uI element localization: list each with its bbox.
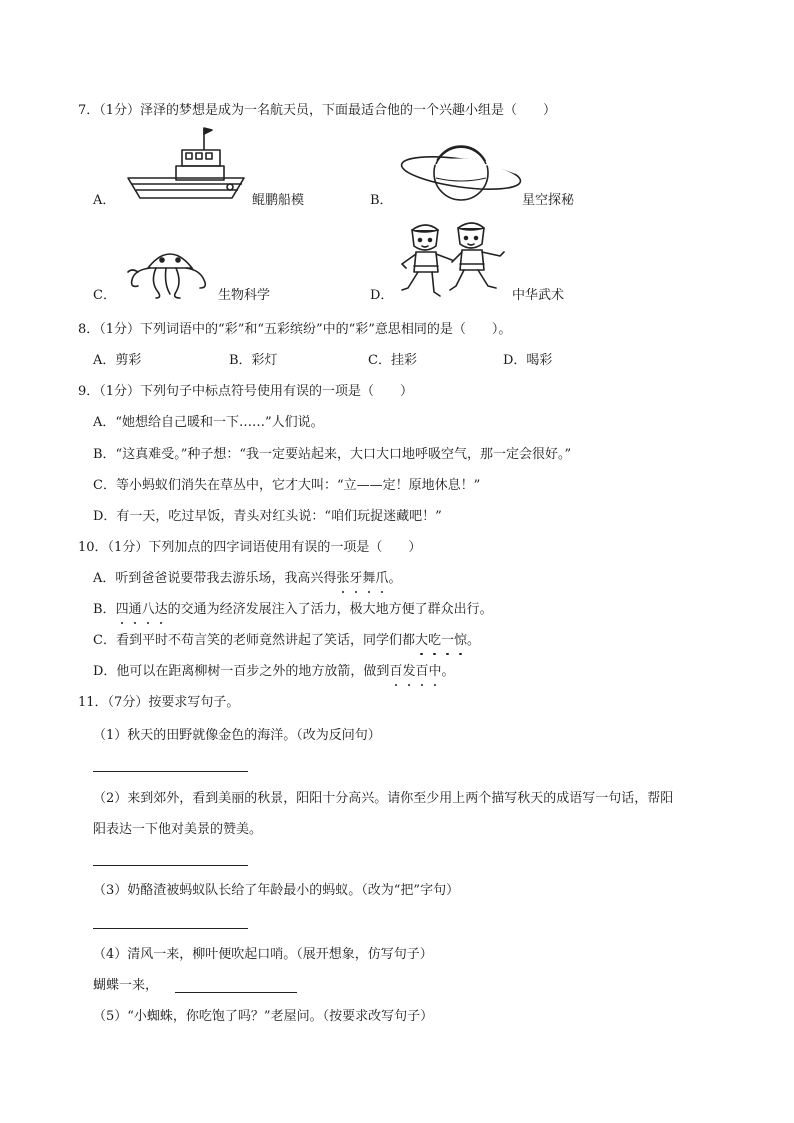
q11-item-4-prompt: 蝴蝶一来， [93, 978, 159, 993]
q10-option-d-end: 。 [441, 664, 455, 679]
q11-answer-line-1[interactable] [93, 771, 248, 772]
q8-option-a: A．剪彩 [93, 353, 142, 368]
emphasis-dot-char: 四 [115, 602, 129, 617]
q10-option-b-idiom [116, 602, 168, 617]
q9-stem: 9．（1分）下列句子中标点符号使用有误的一项是（ ） [78, 384, 414, 399]
ship-icon [124, 122, 250, 204]
q9-option-b: B．“这真难受。”种子想：“我一定要站起来，大口大口地呼吸空气，那一定会很好。” [93, 447, 572, 462]
q8-option-b: B．彩灯 [229, 353, 278, 368]
emphasis-dot-char: 八 [141, 602, 155, 617]
emphasis-dot-char: 张 [336, 571, 350, 586]
q8-option-c: C．挂彩 [368, 353, 417, 368]
q8-stem: 8．（1分）下列词语中的“彩”和“五彩缤纷”中的“彩”意思相同的是（ ）。 [78, 322, 512, 337]
q7-option-a-label: 鲲鹏船模 [252, 193, 305, 208]
q7-option-d-letter: D． [370, 288, 394, 303]
emphasis-dot-char: 百 [415, 664, 429, 679]
q7-option-a-letter: A． [93, 193, 116, 208]
q7-option-d-label: 中华武术 [512, 288, 565, 303]
q10-option-d-idiom [389, 664, 441, 679]
emphasis-dot-char: 中 [428, 664, 442, 679]
q7-option-b-label: 星空探秘 [522, 193, 575, 208]
emphasis-dot-char: 牙 [349, 571, 363, 586]
q8-option-d: D．喝彩 [503, 353, 553, 368]
emphasis-dot-char: 爪 [375, 571, 389, 586]
q10-option-b-end: 的交通为经济发展注入了活力，极大地方便了群众出行。 [167, 602, 493, 617]
q7-stem: 7．（1分）泽泽的梦想是成为一名航天员，下面最适合他的一个兴趣小组是（ ） [78, 103, 557, 118]
emphasis-dot-char: 大 [414, 633, 428, 648]
q11-answer-line-2[interactable] [93, 865, 248, 866]
q10-option-a-text: A．听到爸爸说要带我去游乐场，我高兴得 [93, 571, 337, 586]
jellyfish-icon [124, 242, 216, 302]
q11-item-2-cont: 阳表达一下他对美景的赞美。 [93, 822, 263, 837]
q10-option-a-end: 。 [388, 571, 402, 586]
q9-option-c: C．等小蚂蚁们消失在草丛中，它才大叫：“立——定！原地休息！” [93, 478, 481, 493]
q11-item-5: （5）“小蜘蛛，你吃饱了吗？”老屋问。（按要求改写句子） [93, 1009, 434, 1024]
planet-icon [398, 142, 524, 204]
emphasis-dot-char: 百 [389, 664, 403, 679]
q11-stem: 11．（7分）按要求写句子。 [78, 695, 240, 710]
q11-answer-line-3[interactable] [93, 928, 248, 929]
q10-option-c-end: 。 [467, 633, 481, 648]
q10-option-a-idiom [336, 571, 388, 586]
q10-option-a [93, 570, 401, 588]
q10-option-d [93, 663, 455, 681]
q10-option-b-text: B． [93, 602, 116, 617]
q11-answer-line-4[interactable] [175, 992, 297, 993]
q10-option-c [93, 632, 480, 650]
emphasis-dot-char: 吃 [427, 633, 441, 648]
q10-option-c-idiom [415, 633, 467, 648]
emphasis-dot-char: 舞 [362, 571, 376, 586]
q11-item-2: （2）来到郊外，看到美丽的秋景，阳阳十分高兴。请你至少用上两个描写秋天的成语写一句话，帮阳 [93, 791, 674, 806]
q11-item-3: （3）奶酪渣被蚂蚁队长给了年龄最小的蚂蚁。（改为“把”字句） [93, 883, 460, 898]
q10-option-c-text: C．看到平时不苟言笑的老师竟然讲起了笑话，同学们都 [93, 633, 415, 648]
emphasis-dot-char: 惊 [454, 633, 468, 648]
emphasis-dot-char: 达 [154, 602, 168, 617]
q9-option-a: A．“她想给自己暖和一下……”人们说。 [93, 415, 324, 430]
martial-arts-kids-icon [398, 220, 508, 304]
q11-item-4: （4）清风一来，柳叶便吹起口哨。（展开想象，仿写句子） [93, 947, 433, 962]
emphasis-dot-char: 发 [402, 664, 416, 679]
q9-option-d: D．有一天，吃过早饭，青头对红头说：“咱们玩捉迷藏吧！” [93, 509, 442, 524]
q10-stem: 10．（1分）下列加点的四字词语使用有误的一项是（ ） [78, 540, 422, 555]
emphasis-dot-char: 通 [128, 602, 142, 617]
emphasis-dot-char: 一 [440, 633, 454, 648]
q11-item-1: （1）秋天的田野就像金色的海洋。（改为反问句） [93, 728, 381, 743]
q7-option-b-letter: B． [370, 193, 393, 208]
q10-option-d-text: D．他可以在距离柳树一百步之外的地方放箭，做到 [93, 664, 390, 679]
q10-option-b [93, 601, 493, 619]
q7-option-c-label: 生物科学 [218, 288, 271, 303]
q7-option-c-letter: C． [93, 288, 116, 303]
